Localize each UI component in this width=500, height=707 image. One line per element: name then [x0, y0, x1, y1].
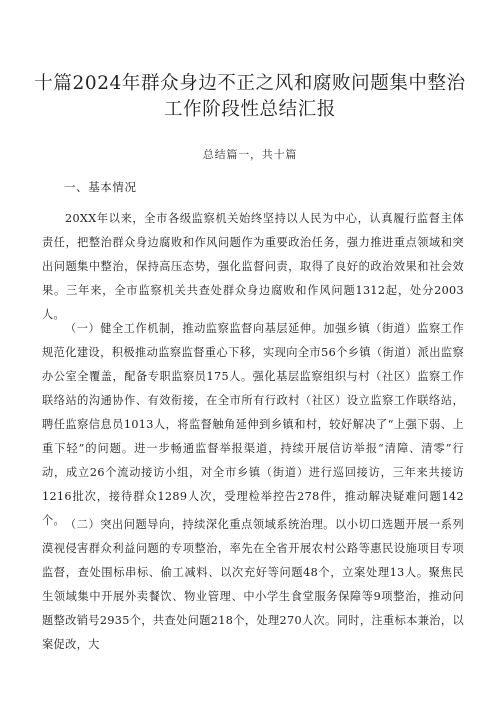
- section-heading: 一、基本情况: [64, 180, 137, 194]
- paragraph-mechanism: （一）健全工作机制，推动监察监督向基层延伸。加强乡镇（街道）监察工作规范化建设，积极推动监察监督重心下移，实现向全市56个乡镇（街道）派出监察办公室全覆盖，配备专职监察员175人。强化基层监察组织与村（社区）监察工作联络站的沟通协作、有效衔接，在全市所有行政村（社区）设立监察工作联络站，聘任监察信息员1013人，将监督触角延伸到乡镇和村，较好解决了“上强下弱、上重下轻”的问题。进一步畅通监督举报渠道，持续开展信访举报“清障、清零”行动，成立26个流动接访小组，对全市乡镇（街道）进行巡回接访，三年来共接访1216批次，接待群众1289人次，受理检举控告278件，推动解决疑难问题142个。: [42, 322, 464, 527]
- document-subtitle: 总结篇一，共十篇: [202, 148, 298, 161]
- paragraph-governance: （二）突出问题导向，持续深化重点领域系统治理。以小切口选题开展一系列漠视侵害群众利益问题的专项整治，率先在全省开展农村公路等惠民设施项目专项监督，查处围标串标、偷工减料、以次充好等问题48个，立案处理13人。聚焦民生领域集中开展外卖餐饮、物业管理、中小学生食堂服务保障等9项整治，推动问题整改销号2935个，共查处问题218个，处理270人次。同时，注重标本兼治，以案促改，大: [42, 518, 464, 651]
- document-title: 十篇2024年群众身边不正之风和腐败问题集中整治工作阶段性总结汇报: [34, 73, 466, 120]
- paragraph-overview: 20XX年以来，全市各级监察机关始终坚持以人民为中心，认真履行监督主体责任，把整治群众身边腐败和作风问题作为重要政治任务，强力推进重点领域和突出问题集中整治，保持高压态势，强化监督问责，取得了良好的政治效果和社会效果。三年来，全市监察机关共查处群众身边腐败和作风问题1312起，处分2003人。: [42, 212, 464, 321]
